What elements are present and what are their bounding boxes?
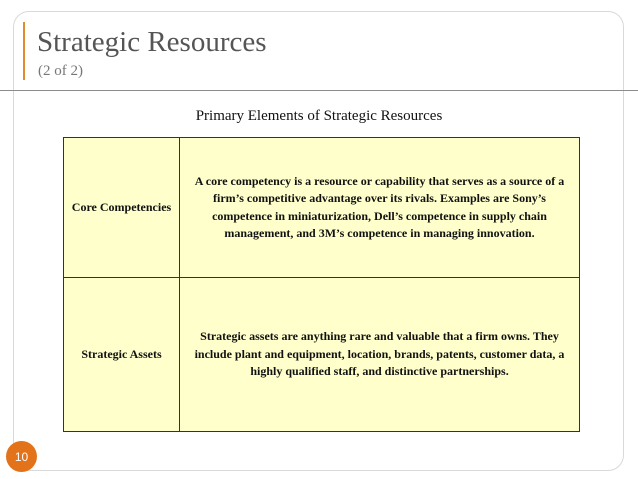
slide-subtitle: (2 of 2) [38, 63, 83, 79]
table-heading [0, 108, 638, 125]
row-label-strategic-assets: Strategic Assets [64, 278, 180, 431]
page-number: 10 [14, 449, 29, 464]
resources-table [63, 137, 580, 432]
row-description-core-competencies: A core competency is a resource or capability that serves as a source of a firm’s competitive advantage over its rivals. Examples are Sony’s competence in miniaturization, Dell’s competence in supply chain management, and 3M’s competence in managing innovation. [194, 173, 565, 240]
page-number-badge [6, 441, 37, 472]
table-heading-text: Primary Elements of Strategic Resources [195, 108, 443, 124]
title-accent-bar [23, 22, 25, 80]
table-row [64, 138, 579, 278]
row-description-strategic-assets: Strategic assets are anything rare and valuable that a firm owns. They include plant and equipment, location, brands, patents, customer data, a highly qualified staff, and distinctive partnerships. [194, 329, 565, 379]
row-label-core-competencies: Core Competencies [64, 138, 180, 277]
slide-title: Strategic Resources [37, 26, 267, 58]
table-row [64, 278, 579, 431]
title-divider [0, 90, 638, 91]
